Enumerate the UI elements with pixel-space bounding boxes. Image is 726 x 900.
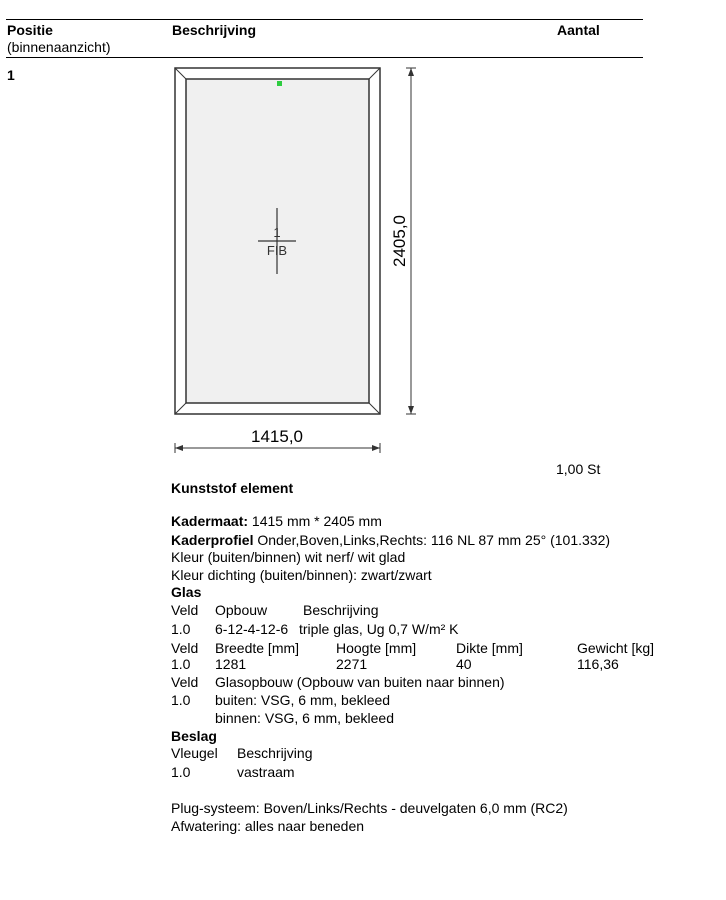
kleur-line: Kleur (buiten/binnen) wit nerf/ wit glad bbox=[171, 549, 406, 565]
beslag-h-vleugel: Vleugel bbox=[171, 745, 218, 761]
col-position-subheader: (binnenaanzicht) bbox=[7, 39, 111, 55]
width-dim-arrow-left bbox=[175, 445, 183, 451]
glas-t1-beschrijving: triple glas, Ug 0,7 W/m² K bbox=[299, 621, 459, 637]
glas-t2-dikte: 40 bbox=[456, 656, 472, 672]
height-dim-label: 2405,0 bbox=[390, 215, 409, 267]
green-marker bbox=[277, 81, 282, 86]
beslag-vleugel: 1.0 bbox=[171, 764, 191, 780]
glas-t3-veld: 1.0 bbox=[171, 692, 191, 708]
glas-title: Glas bbox=[171, 584, 202, 600]
glas-t3-h-veld: Veld bbox=[171, 674, 199, 690]
element-title: Kunststof element bbox=[171, 480, 294, 496]
glas-t1-h-opbouw: Opbouw bbox=[215, 602, 268, 618]
glas-t2-breedte: 1281 bbox=[215, 656, 247, 672]
glas-t2-gewicht: 116,36 bbox=[577, 656, 619, 672]
col-position-header: Positie bbox=[7, 22, 53, 38]
glas-t2-h-breedte: Breedte [mm] bbox=[215, 640, 300, 656]
height-dim-arrow-bottom bbox=[408, 406, 414, 414]
glas-t2-hoogte: 2271 bbox=[336, 656, 368, 672]
glas-t2-h-gewicht: Gewicht [kg] bbox=[577, 640, 655, 656]
col-quantity-header: Aantal bbox=[557, 22, 600, 38]
kleur-dichting-line: Kleur dichting (buiten/binnen): zwart/zwart bbox=[171, 567, 432, 583]
height-dim-arrow-top bbox=[408, 68, 414, 76]
kaderprofiel-label: Kaderprofiel bbox=[171, 532, 254, 548]
width-dim-arrow-right bbox=[372, 445, 380, 451]
glas-t1-opbouw: 6-12-4-12-6 bbox=[215, 621, 289, 637]
glas-t2-veld: 1.0 bbox=[171, 656, 191, 672]
field-code: FIB bbox=[266, 243, 288, 258]
field-number: 1 bbox=[273, 225, 281, 240]
kadermaat-label: Kadermaat: bbox=[171, 513, 249, 529]
glas-t3-h-glasopbouw: Glasopbouw (Opbouw van buiten naar binnen) bbox=[215, 674, 505, 690]
kadermaat-line bbox=[171, 513, 382, 531]
glas-t1-h-beschrijving: Beschrijving bbox=[303, 602, 379, 618]
plug-systeem-line: Plug-systeem: Boven/Links/Rechts - deuvelgaten 6,0 mm (RC2) bbox=[171, 800, 568, 816]
glas-t1-veld: 1.0 bbox=[171, 621, 191, 637]
beslag-h-beschrijving: Beschrijving bbox=[237, 745, 313, 761]
kaderprofiel-line bbox=[171, 532, 610, 550]
glas-t3-line-buiten: buiten: VSG, 6 mm, bekleed bbox=[215, 692, 391, 708]
kaderprofiel-value: Onder,Boven,Links,Rechts: 116 NL 87 mm 25° (101.332) bbox=[253, 532, 611, 548]
glas-t2-h-dikte: Dikte [mm] bbox=[456, 640, 523, 656]
quantity-value: 1,00 St bbox=[556, 461, 601, 477]
glas-t2-h-hoogte: Hoogte [mm] bbox=[336, 640, 417, 656]
beslag-beschrijving: vastraam bbox=[237, 764, 295, 780]
glas-t3-line-binnen: binnen: VSG, 6 mm, bekleed bbox=[215, 710, 394, 726]
position-number: 1 bbox=[7, 67, 15, 83]
beslag-title: Beslag bbox=[171, 728, 217, 744]
col-description-header: Beschrijving bbox=[172, 22, 257, 38]
glas-t2-h-veld: Veld bbox=[171, 640, 199, 656]
glas-t1-h-veld: Veld bbox=[171, 602, 199, 618]
kadermaat-value: 1415 mm * 2405 mm bbox=[248, 513, 382, 529]
afwatering-line: Afwatering: alles naar beneden bbox=[171, 818, 365, 834]
width-dim-label: 1415,0 bbox=[251, 427, 303, 446]
